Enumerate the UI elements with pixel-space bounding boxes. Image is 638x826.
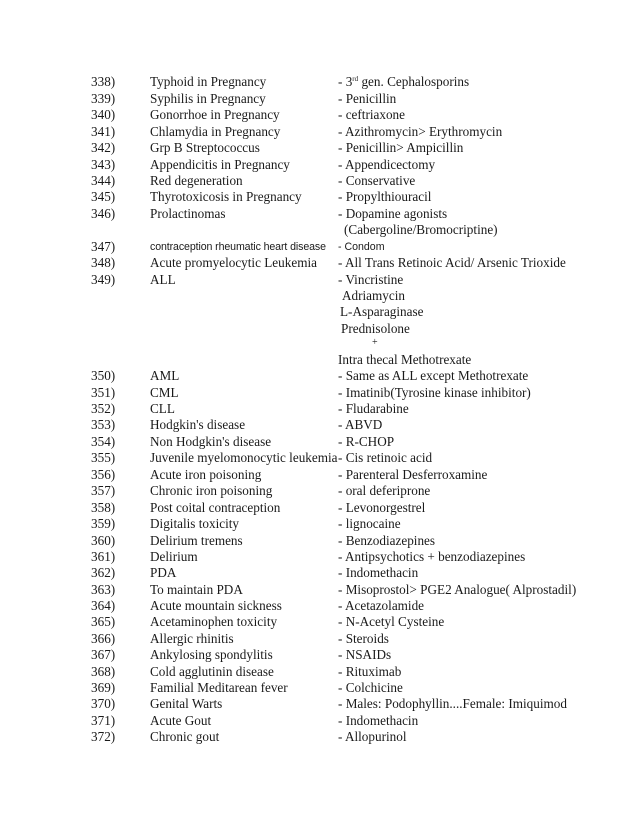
treatment-text: - Vincristine <box>338 272 404 287</box>
treatment-text: - Antipsychotics + benzodiazepines <box>338 549 526 564</box>
item-number: 372) <box>91 729 116 744</box>
condition-text: Non Hodgkin's disease <box>150 434 272 449</box>
list-item <box>0 239 638 255</box>
item-number: 356) <box>91 467 116 482</box>
treatment-text: - Azithromycin> Erythromycin <box>338 124 503 139</box>
item-number: 344) <box>91 173 116 188</box>
list-item <box>0 696 638 712</box>
treatment-text: - Indomethacin <box>338 713 419 728</box>
item-number: 365) <box>91 614 116 629</box>
list-item <box>0 533 638 549</box>
treatment-text: - Propylthiouracil <box>338 189 432 204</box>
list-item <box>0 401 638 417</box>
treatment-text: - Dopamine agonists <box>338 206 448 221</box>
item-number: 355) <box>91 450 116 465</box>
condition-text: Delirium <box>150 549 198 564</box>
condition-text: Acute Gout <box>150 713 212 728</box>
list-item <box>0 385 638 401</box>
item-number: 348) <box>91 255 116 270</box>
treatment-text: - Penicillin <box>338 91 397 106</box>
list-item <box>0 450 638 466</box>
condition-text: Chronic iron poisoning <box>150 483 273 498</box>
list-item <box>0 434 638 450</box>
condition-text: Acute iron poisoning <box>150 467 262 482</box>
item-number: 357) <box>91 483 116 498</box>
treatment-text: - Males: Podophyllin....Female: Imiquimod <box>338 696 567 711</box>
list-item <box>0 500 638 516</box>
item-number: 363) <box>91 582 116 597</box>
item-number: 341) <box>91 124 116 139</box>
condition-text: Gonorrhoe in Pregnancy <box>150 107 280 122</box>
treatment-continuation: Intra thecal Methotrexate <box>338 352 472 367</box>
item-number: 350) <box>91 368 116 383</box>
condition-text: Syphilis in Pregnancy <box>150 91 266 106</box>
treatment-text: - Conservative <box>338 173 416 188</box>
treatment-text: - Colchicine <box>338 680 403 695</box>
item-number: 362) <box>91 565 116 580</box>
treatment-text: - Levonorgestrel <box>338 500 426 515</box>
treatment-continuation: Prednisolone <box>341 321 410 336</box>
treatment-prefix: - 3 <box>338 74 353 89</box>
list-item <box>0 255 638 271</box>
condition-text: Hodgkin's disease <box>150 417 246 432</box>
condition-text: Acute mountain sickness <box>150 598 282 613</box>
treatment-text: - Allopurinol <box>338 729 407 744</box>
list-item <box>0 173 638 189</box>
condition-text: Chronic gout <box>150 729 220 744</box>
list-item <box>0 729 638 745</box>
item-number: 370) <box>91 696 116 711</box>
condition-text: Appendicitis in Pregnancy <box>150 157 290 172</box>
item-number: 338) <box>91 74 116 89</box>
treatment-text: - ceftriaxone <box>338 107 405 122</box>
treatment-text: - ABVD <box>338 417 383 432</box>
list-item <box>0 124 638 140</box>
list-item <box>0 614 638 630</box>
treatment-text: - Appendicectomy <box>338 157 436 172</box>
list-item <box>0 664 638 680</box>
item-number: 347) <box>91 239 116 254</box>
treatment-suffix: gen. Cephalosporins <box>358 74 470 89</box>
item-number: 359) <box>91 516 116 531</box>
list-item <box>0 206 638 222</box>
condition-text: Digitalis toxicity <box>150 516 240 531</box>
item-number: 353) <box>91 417 116 432</box>
treatment-text: - Penicillin> Ampicillin <box>338 140 464 155</box>
treatment-text: - Acetazolamide <box>338 598 425 613</box>
condition-text: Acetaminophen toxicity <box>150 614 278 629</box>
condition-text: Prolactinomas <box>150 206 226 221</box>
treatment-text: - Condom <box>338 241 385 253</box>
treatment-text: - N-Acetyl Cysteine <box>338 614 445 629</box>
condition-text: Red degeneration <box>150 173 243 188</box>
condition-text: CLL <box>150 401 175 416</box>
list-item <box>0 140 638 156</box>
condition-text: ALL <box>150 272 176 287</box>
condition-text: PDA <box>150 565 177 580</box>
treatment-text: - All Trans Retinoic Acid/ Arsenic Trioxide <box>338 255 566 270</box>
treatment-text: - Rituximab <box>338 664 402 679</box>
condition-text: AML <box>150 368 180 383</box>
treatment-text: - Benzodiazepines <box>338 533 436 548</box>
item-number: 360) <box>91 533 116 548</box>
item-number: 340) <box>91 107 116 122</box>
treatment-text: - NSAIDs <box>338 647 392 662</box>
treatment-continuation: (Cabergoline/Bromocriptine) <box>344 222 498 237</box>
condition-text: Chlamydia in Pregnancy <box>150 124 281 139</box>
condition-text: Genital Warts <box>150 696 223 711</box>
item-number: 367) <box>91 647 116 662</box>
list-item <box>0 483 638 499</box>
item-number: 349) <box>91 272 116 287</box>
condition-text: Cold agglutinin disease <box>150 664 274 679</box>
treatment-text: - Steroids <box>338 631 389 646</box>
treatment-text: - lignocaine <box>338 516 401 531</box>
condition-text: contraception rheumatic heart disease <box>150 241 326 253</box>
treatment-text: - R-CHOP <box>338 434 395 449</box>
treatment-text <box>338 74 469 90</box>
item-number: 352) <box>91 401 116 416</box>
treatment-text: - oral deferiprone <box>338 483 431 498</box>
list-item <box>0 157 638 173</box>
condition-text: Ankylosing spondylitis <box>150 647 273 662</box>
list-item <box>0 582 638 598</box>
list-item <box>0 549 638 565</box>
item-number: 351) <box>91 385 116 400</box>
condition-text: Thyrotoxicosis in Pregnancy <box>150 189 302 204</box>
item-number: 368) <box>91 664 116 679</box>
list-item <box>0 368 638 384</box>
plus-sign: + <box>372 337 378 348</box>
list-item <box>0 91 638 107</box>
treatment-text: - Parenteral Desferroxamine <box>338 467 488 482</box>
list-item <box>0 598 638 614</box>
item-number: 371) <box>91 713 116 728</box>
item-number: 339) <box>91 91 116 106</box>
condition-text: Acute promyelocytic Leukemia <box>150 255 317 270</box>
treatment-text: - Same as ALL except Methotrexate <box>338 368 529 383</box>
treatment-text: - Misoprostol> PGE2 Analogue( Alprostadil) <box>338 582 577 597</box>
list-item <box>0 74 638 90</box>
condition-text: CML <box>150 385 179 400</box>
list-item <box>0 467 638 483</box>
item-number: 358) <box>91 500 116 515</box>
treatment-continuation: Adriamycin <box>342 288 405 303</box>
list-item <box>0 516 638 532</box>
item-number: 366) <box>91 631 116 646</box>
condition-text: To maintain PDA <box>150 582 243 597</box>
list-item <box>0 107 638 123</box>
list-item <box>0 713 638 729</box>
item-number: 343) <box>91 157 116 172</box>
condition-text: Juvenile myelomonocytic leukemia <box>150 450 338 465</box>
list-item <box>0 272 638 288</box>
treatment-continuation: L-Asparaginase <box>340 304 424 319</box>
treatment-text: - Imatinib(Tyrosine kinase inhibitor) <box>338 385 531 400</box>
item-number: 346) <box>91 206 116 221</box>
treatment-superscript: rd <box>352 75 359 83</box>
list-item <box>0 647 638 663</box>
condition-text: Post coital contraception <box>150 500 281 515</box>
treatment-text: - Fludarabine <box>338 401 409 416</box>
condition-text: Grp B Streptococcus <box>150 140 260 155</box>
list-item <box>0 680 638 696</box>
condition-text: Allergic rhinitis <box>150 631 234 646</box>
condition-text: Familial Meditarean fever <box>150 680 288 695</box>
condition-text: Delirium tremens <box>150 533 243 548</box>
condition-text: Typhoid in Pregnancy <box>150 74 267 89</box>
list-item <box>0 631 638 647</box>
list-item <box>0 565 638 581</box>
item-number: 342) <box>91 140 116 155</box>
treatment-text: - Cis retinoic acid <box>338 450 433 465</box>
list-item <box>0 417 638 433</box>
item-number: 354) <box>91 434 116 449</box>
item-number: 361) <box>91 549 116 564</box>
item-number: 345) <box>91 189 116 204</box>
item-number: 369) <box>91 680 116 695</box>
list-item <box>0 189 638 205</box>
item-number: 364) <box>91 598 116 613</box>
treatment-text: - Indomethacin <box>338 565 419 580</box>
